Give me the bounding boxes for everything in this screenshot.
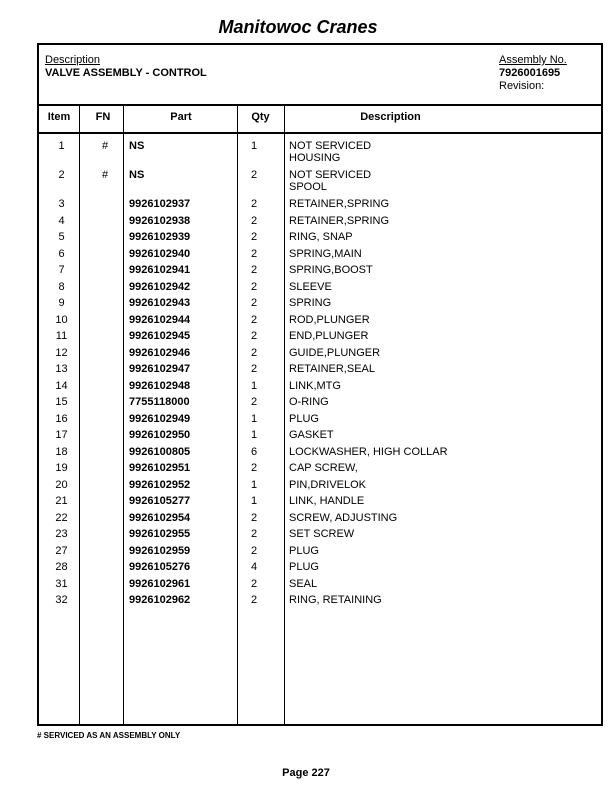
- quantity: 2: [250, 297, 258, 309]
- item-number: 13: [55, 363, 68, 375]
- part-description: RETAINER,SPRING: [289, 214, 390, 227]
- part-description-line-2: HOUSING: [289, 152, 341, 164]
- table-row: [39, 495, 601, 512]
- assembly-number-label: Assembly No.: [499, 54, 567, 66]
- fn-mark: #: [101, 169, 109, 181]
- part-number: 9926102939: [129, 231, 191, 243]
- part-description: SEAL: [289, 577, 318, 590]
- part-description: PIN,DRIVELOK: [289, 478, 367, 491]
- part-description-line-2: SPOOL: [289, 181, 327, 193]
- table-row: [39, 264, 601, 281]
- item-number: 17: [55, 429, 68, 441]
- table-row: [39, 578, 601, 595]
- description-label: Description: [45, 54, 101, 66]
- table-row: [39, 215, 601, 232]
- part-number: 9926102951: [129, 462, 191, 474]
- item-number: 12: [55, 346, 68, 359]
- quantity: 1: [250, 140, 258, 152]
- quantity: 6: [250, 445, 258, 458]
- assembly-number: 7926001695: [499, 67, 561, 79]
- part-number: 9926102947: [129, 363, 191, 375]
- table-row: [39, 512, 601, 529]
- table-row: [39, 169, 601, 198]
- item-number: 7: [58, 264, 65, 276]
- part-number: 9926102938: [129, 214, 191, 227]
- quantity: 1: [250, 478, 258, 491]
- table-row: [39, 314, 601, 331]
- part-description: END,PLUNGER: [289, 330, 369, 342]
- part-number: 9926102937: [129, 198, 191, 210]
- item-number: 20: [55, 478, 68, 491]
- footnote: # SERVICED AS AN ASSEMBLY ONLY: [37, 731, 181, 740]
- quantity: 2: [250, 264, 258, 276]
- table-row: [39, 281, 601, 298]
- quantity: 2: [250, 346, 258, 359]
- quantity: 2: [250, 462, 258, 474]
- item-number: 11: [55, 330, 68, 342]
- part-description: LOCKWASHER, HIGH COLLAR: [289, 445, 448, 458]
- quantity: 2: [250, 169, 258, 181]
- quantity: 1: [250, 429, 258, 441]
- table-row: [39, 330, 601, 347]
- item-number: 1: [58, 140, 65, 152]
- part-number: NS: [129, 140, 145, 152]
- part-description: CAP SCREW,: [289, 462, 358, 474]
- part-description: ROD,PLUNGER: [289, 313, 370, 326]
- quantity: 1: [250, 379, 258, 392]
- table-row: [39, 545, 601, 562]
- part-description: PLUG: [289, 412, 319, 425]
- quantity: 2: [250, 363, 258, 375]
- part-description: RETAINER,SEAL: [289, 363, 375, 375]
- assembly-header: [39, 45, 601, 106]
- item-number: 22: [55, 511, 68, 524]
- part-number: 9926102943: [129, 297, 191, 309]
- quantity: 1: [250, 495, 258, 507]
- part-description: SCREW, ADJUSTING: [289, 511, 398, 524]
- quantity: 2: [250, 313, 258, 326]
- table-row: [39, 380, 601, 397]
- table-row: [39, 198, 601, 215]
- part-number: 9926102944: [129, 313, 191, 326]
- quantity: 1: [250, 412, 258, 425]
- table-row: [39, 363, 601, 380]
- part-description: PLUG: [289, 544, 319, 557]
- quantity: 2: [250, 544, 258, 557]
- assembly-description: VALVE ASSEMBLY - CONTROL: [45, 67, 207, 79]
- part-description: SPRING,MAIN: [289, 247, 362, 260]
- item-number: 9: [58, 297, 65, 309]
- part-description: RETAINER,SPRING: [289, 198, 390, 210]
- parts-list-frame: [37, 43, 603, 726]
- part-description: SLEEVE: [289, 280, 332, 293]
- part-number: NS: [129, 169, 145, 181]
- part-number: 9926102952: [129, 478, 191, 491]
- part-description: NOT SERVICED: [289, 140, 372, 152]
- table-row: [39, 297, 601, 314]
- part-number: 9926102945: [129, 330, 191, 342]
- table-row: [39, 413, 601, 430]
- quantity: 2: [250, 528, 258, 540]
- item-number: 16: [55, 412, 68, 425]
- part-number: 7755118000: [129, 396, 190, 408]
- column-header-item: Item: [47, 111, 71, 123]
- item-number: 23: [55, 528, 68, 540]
- item-number: 18: [55, 445, 68, 458]
- item-number: 21: [55, 495, 68, 507]
- part-description: NOT SERVICED: [289, 169, 372, 181]
- part-number: 9926102949: [129, 412, 191, 425]
- table-row: [39, 248, 601, 265]
- part-description: LINK,MTG: [289, 379, 341, 392]
- table-row: [39, 396, 601, 413]
- item-number: 3: [58, 198, 65, 210]
- part-number: 9926102959: [129, 544, 191, 557]
- item-number: 8: [58, 280, 65, 293]
- item-number: 10: [55, 313, 68, 326]
- table-row: [39, 446, 601, 463]
- part-number: 9926102946: [129, 346, 191, 359]
- part-description: O-RING: [289, 396, 329, 408]
- part-description: SPRING,BOOST: [289, 264, 373, 276]
- quantity: 2: [250, 280, 258, 293]
- item-number: 32: [55, 594, 68, 606]
- part-number: 9926105276: [129, 561, 191, 573]
- table-row: [39, 561, 601, 578]
- table-row: [39, 479, 601, 496]
- item-number: 28: [55, 561, 68, 573]
- document-title: Manitowoc Cranes: [218, 17, 378, 37]
- item-number: 31: [55, 577, 68, 590]
- item-number: 4: [58, 214, 65, 227]
- part-description: PLUG: [289, 561, 319, 573]
- quantity: 2: [250, 231, 258, 243]
- fn-mark: #: [101, 140, 109, 152]
- item-number: 19: [55, 462, 68, 474]
- item-number: 6: [58, 247, 65, 260]
- part-description: RING, SNAP: [289, 231, 353, 243]
- part-description: GUIDE,PLUNGER: [289, 346, 381, 359]
- quantity: 2: [250, 511, 258, 524]
- table-row: [39, 140, 601, 169]
- item-number: 5: [58, 231, 65, 243]
- part-description: SPRING: [289, 297, 332, 309]
- part-number: 9926102961: [129, 577, 191, 590]
- part-number: 9926102940: [129, 247, 191, 260]
- quantity: 2: [250, 594, 258, 606]
- table-row: [39, 594, 601, 611]
- column-header-description: Description: [360, 111, 421, 123]
- table-row: [39, 528, 601, 545]
- part-number: 9926102941: [129, 264, 191, 276]
- quantity: 2: [250, 330, 258, 342]
- part-number: 9926102954: [129, 511, 191, 524]
- part-number: 9926102942: [129, 280, 191, 293]
- part-description: GASKET: [289, 429, 334, 441]
- quantity: 2: [250, 577, 258, 590]
- revision-label: Revision:: [499, 80, 545, 92]
- column-header-part: Part: [170, 111, 192, 123]
- table-row: [39, 429, 601, 446]
- quantity: 2: [250, 214, 258, 227]
- part-description: RING, RETAINING: [289, 594, 382, 606]
- part-number: 9926105277: [129, 495, 191, 507]
- item-number: 27: [55, 544, 68, 557]
- table-row: [39, 347, 601, 364]
- item-number: 14: [55, 379, 68, 392]
- page-number: Page 227: [282, 767, 330, 779]
- quantity: 2: [250, 247, 258, 260]
- part-number: 9926102962: [129, 594, 191, 606]
- quantity: 2: [250, 198, 258, 210]
- column-header-fn: FN: [95, 111, 111, 123]
- part-description: SET SCREW: [289, 528, 355, 540]
- table-row: [39, 231, 601, 248]
- quantity: 2: [250, 396, 258, 408]
- part-number: 9926102950: [129, 429, 191, 441]
- part-number: 9926102955: [129, 528, 191, 540]
- item-number: 2: [58, 169, 65, 181]
- part-number: 9926102948: [129, 379, 191, 392]
- part-description: LINK, HANDLE: [289, 495, 365, 507]
- item-number: 15: [55, 396, 68, 408]
- parts-table-body: [39, 140, 601, 611]
- quantity: 4: [250, 561, 258, 573]
- table-row: [39, 462, 601, 479]
- part-number: 9926100805: [129, 445, 191, 458]
- column-header-qty: Qty: [251, 111, 270, 123]
